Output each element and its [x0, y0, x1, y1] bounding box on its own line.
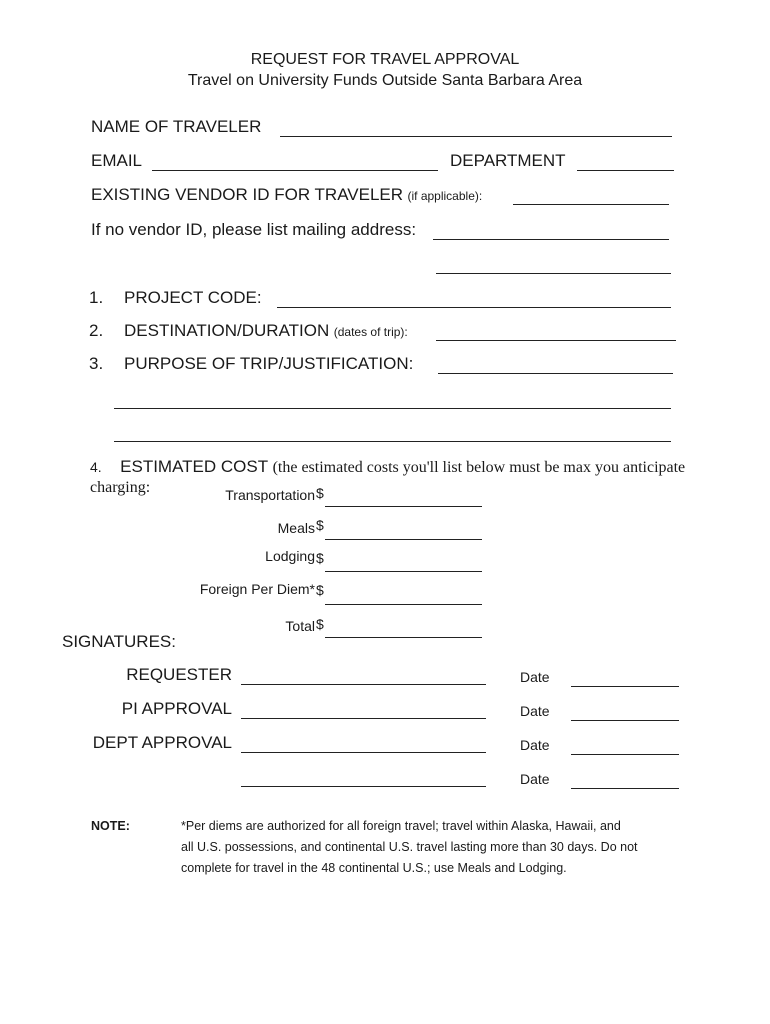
note-label: NOTE:: [91, 819, 130, 833]
address-field-line2[interactable]: [436, 273, 671, 274]
address-label: If no vendor ID, please list mailing address:: [91, 220, 417, 239]
pi-approval-date-field[interactable]: [571, 720, 679, 721]
purpose-field-line2[interactable]: [114, 408, 671, 409]
pi-approval-date-label: Date: [520, 703, 550, 719]
purpose-field-line1[interactable]: [438, 373, 673, 374]
total-label: Total: [285, 618, 315, 634]
pi-approval-signature-field[interactable]: [241, 718, 486, 719]
requester-signature-field[interactable]: [241, 684, 486, 685]
vendor-id-label-group: [91, 185, 482, 205]
lodging-currency: $: [316, 550, 324, 566]
dept-approval-date-field[interactable]: [571, 754, 679, 755]
requester-date-label: Date: [520, 669, 550, 685]
form-subtitle: Travel on University Funds Outside Santa Barbara Area: [187, 72, 583, 89]
department-label: DEPARTMENT: [450, 151, 566, 170]
requester-date-field[interactable]: [571, 686, 679, 687]
name-label: NAME OF TRAVELER: [91, 117, 262, 136]
note-line3: complete for travel in the 48 continental U.S.; use Meals and Lodging.: [181, 861, 567, 875]
form-title: REQUEST FOR TRAVEL APPROVAL: [250, 51, 520, 68]
vendor-id-label: EXISTING VENDOR ID FOR TRAVELER: [91, 185, 404, 204]
transportation-currency: $: [316, 485, 324, 501]
email-label: EMAIL: [91, 151, 143, 170]
dept-approval-label: DEPT APPROVAL: [92, 733, 232, 752]
department-field[interactable]: [577, 170, 674, 171]
note-line2: all U.S. possessions, and continental U.S. travel lasting more than 30 days. Do not: [181, 840, 638, 854]
signatures-heading: SIGNATURES:: [62, 632, 176, 651]
vendor-id-hint: (if applicable):: [407, 189, 483, 203]
requester-label: REQUESTER: [126, 665, 232, 684]
name-field[interactable]: [280, 136, 672, 137]
destination-label-group: [124, 321, 408, 341]
email-field[interactable]: [152, 170, 438, 171]
item4-number: 4.: [90, 459, 102, 475]
foreign-per-diem-label: Foreign Per Diem*: [199, 581, 315, 597]
destination-field[interactable]: [436, 340, 676, 341]
total-field[interactable]: [325, 637, 482, 638]
lodging-label: Lodging: [265, 548, 315, 564]
transportation-label: Transportation: [225, 487, 315, 503]
note-line1: *Per diems are authorized for all foreign travel; travel within Alaska, Hawaii, and: [181, 819, 621, 833]
foreign-per-diem-currency: $: [316, 582, 324, 598]
vendor-id-field[interactable]: [513, 204, 669, 205]
foreign-per-diem-field[interactable]: [325, 604, 482, 605]
meals-label: Meals: [277, 520, 315, 536]
project-code-field[interactable]: [277, 307, 671, 308]
transportation-field[interactable]: [325, 506, 482, 507]
destination-hint: (dates of trip):: [333, 325, 408, 339]
project-code-label: PROJECT CODE:: [124, 288, 262, 307]
lodging-field[interactable]: [325, 571, 482, 572]
extra-date-label: Date: [520, 771, 550, 787]
estimated-cost-label: ESTIMATED COST: [120, 457, 269, 476]
extra-signature-field[interactable]: [241, 786, 486, 787]
estimated-cost-note: (the estimated costs you'll list below must be max you anticipate: [272, 459, 686, 476]
item1-number: 1.: [89, 288, 104, 307]
item2-number: 2.: [89, 321, 104, 340]
purpose-field-line3[interactable]: [114, 441, 671, 442]
meals-field[interactable]: [325, 539, 482, 540]
meals-currency: $: [316, 517, 324, 533]
dept-approval-date-label: Date: [520, 737, 550, 753]
estimated-cost-heading: [90, 457, 685, 477]
pi-approval-label: PI APPROVAL: [121, 699, 232, 718]
destination-label: DESTINATION/DURATION: [124, 321, 330, 340]
dept-approval-signature-field[interactable]: [241, 752, 486, 753]
total-currency: $: [316, 616, 324, 632]
address-field-line1[interactable]: [433, 239, 669, 240]
purpose-label: PURPOSE OF TRIP/JUSTIFICATION:: [124, 354, 414, 373]
estimated-cost-note-cont: charging:: [90, 479, 151, 496]
extra-date-field[interactable]: [571, 788, 679, 789]
item3-number: 3.: [89, 354, 104, 373]
